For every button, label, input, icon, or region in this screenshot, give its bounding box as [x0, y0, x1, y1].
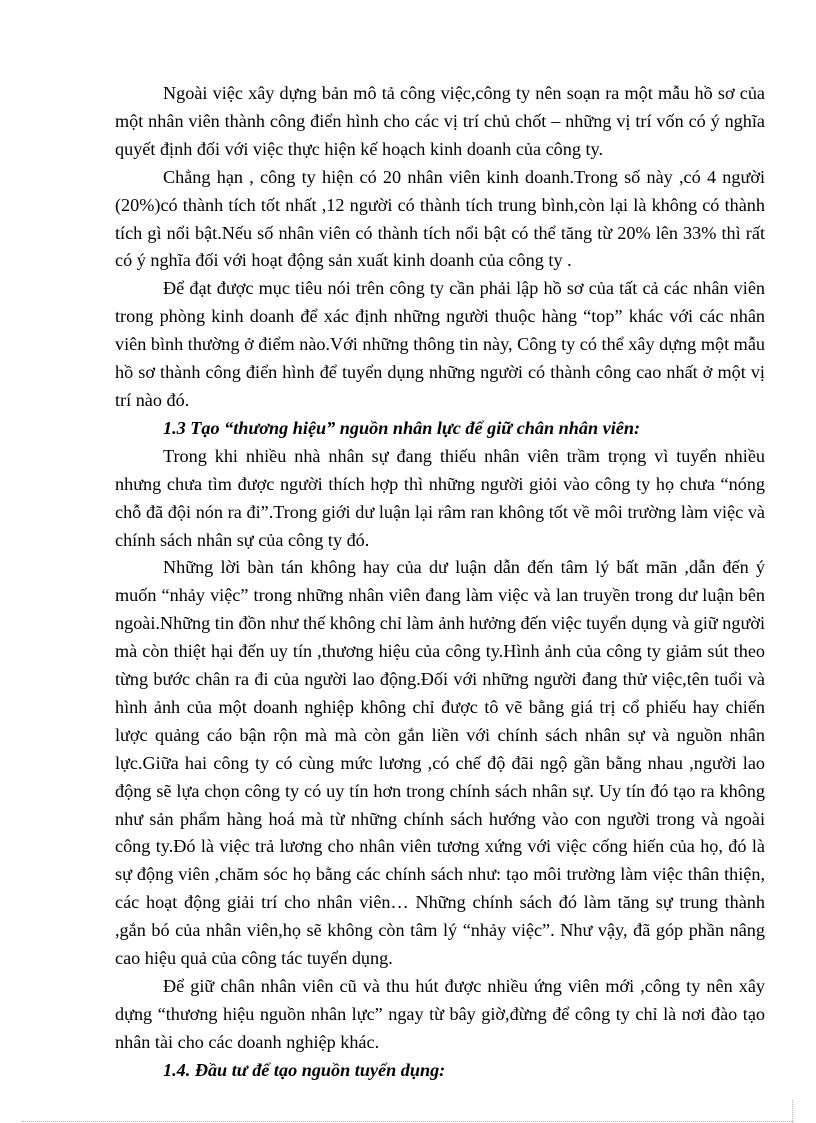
paragraph-staff-shortage: Trong khi nhiều nhà nhân sự đang thiếu nhân viên trầm trọng vì tuyển nhiều nhưng chưa tìm được người thích hợp thì những người giỏi vào công ty họ chưa “nóng chỗ đã đội nón ra đi”.Trong giới dư luận lại râm ran không tốt về môi trường làm việc và chính sách nhân sự của công ty đó.	[115, 445, 765, 550]
page-bottom-border	[22, 1121, 794, 1122]
paragraph-reputation-effects: Những lời bàn tán không hay của dư luận dẫn đến tâm lý bất mãn ,dẫn đến ý muốn “nhảy việc” trong những nhân viên đang làm việc và lan truyền trong dư luận bên ngoài.Những tin đồn như thế không chỉ làm ảnh hưởng đến việc tuyển dụng và giữ người mà còn thiệt hại đến uy tín ,thương hiệu của công ty.Hình ảnh của công ty giảm sút theo từng bước chân ra đi của người lao động.Đối với những người đang thử việc,tên tuổi và hình ảnh của một doanh nghiệp không chỉ được tô vẽ bằng giá trị cổ phiếu hay chiến lược quảng cáo bận rộn mà mà còn gắn liền với chính sách nhân sự và nguồn nhân lực.Giữa hai công ty có cùng mức lương ,có chế độ đãi ngộ gần bằng nhau ,người lao động sẽ lựa chọn công ty có uy tín hơn trong chính sách nhân sự. Uy tín đó tạo ra không như sản phẩm hàng hoá mà từ những chính sách hướng vào con người trong và ngoài công ty.Đó là việc trả lương cho nhân viên tương xứng với việc cống hiến của họ, đó là sự động viên ,chăm sóc họ bằng các chính sách như: tạo môi trường làm việc thân thiện, các hoạt động giải trí cho nhân viên… Những chính sách đó làm tăng sự trung thành ,gắn bó của nhân viên,họ sẽ không còn tâm lý “nhảy việc”. Như vậy, đã góp phần nâng cao hiệu quả của công tác tuyển dụng.	[115, 557, 765, 969]
paragraph-job-profile: Ngoài việc xây dựng bản mô tả công việc,công ty nên soạn ra một mẫu hồ sơ của một nhân viên thành công điển hình cho các vị trí chủ chốt – những vị trí vốn có ý nghĩa quyết định đối với việc thực hiện kế hoạch kinh doanh của công ty.	[115, 83, 765, 159]
paragraph-top-performer-profile: Để đạt được mục tiêu nói trên công ty cần phải lập hồ sơ của tất cả các nhân viên trong phòng kinh doanh để xác định những người thuộc hàng “top” khác với các nhân viên bình thường ở điểm nào.Với những thông tin này, Công ty có thể xây dựng một mẫu hồ sơ thành công điển hình để tuyển dụng những người có thành công cao nhất ở một vị trí nào đó.	[115, 278, 765, 410]
section-heading-1-3: 1.3 Tạo “thương hiệu” nguồn nhân lực để giữ chân nhân viên:	[163, 417, 641, 438]
section-heading-1-4: 1.4. Đầu tư để tạo nguồn tuyển dụng:	[163, 1059, 446, 1080]
page-corner-mark	[792, 1100, 794, 1123]
paragraph-example-sales-staff: Chẳng hạn , công ty hiện có 20 nhân viên kinh doanh.Trong số này ,có 4 người (20%)có thành tích tốt nhất ,12 người có thành tích trung bình,còn lại là không có thành tích gì nổi bật.Nếu số nhân viên có thành tích nổi bật có thể tăng từ 20% lên 33% thì rất có ý nghĩa đối với hoạt động sản xuất kinh doanh của công ty .	[115, 166, 765, 271]
paragraph-hr-brand-conclusion: Để giữ chân nhân viên cũ và thu hút được nhiều ứng viên mới ,công ty nên xây dựng “thương hiệu nguồn nhân lực” ngay từ bây giờ,đừng để công ty chỉ là nơi đào tạo nhân tài cho các doanh nghiệp khác.	[115, 976, 765, 1052]
document-body	[115, 80, 765, 1085]
